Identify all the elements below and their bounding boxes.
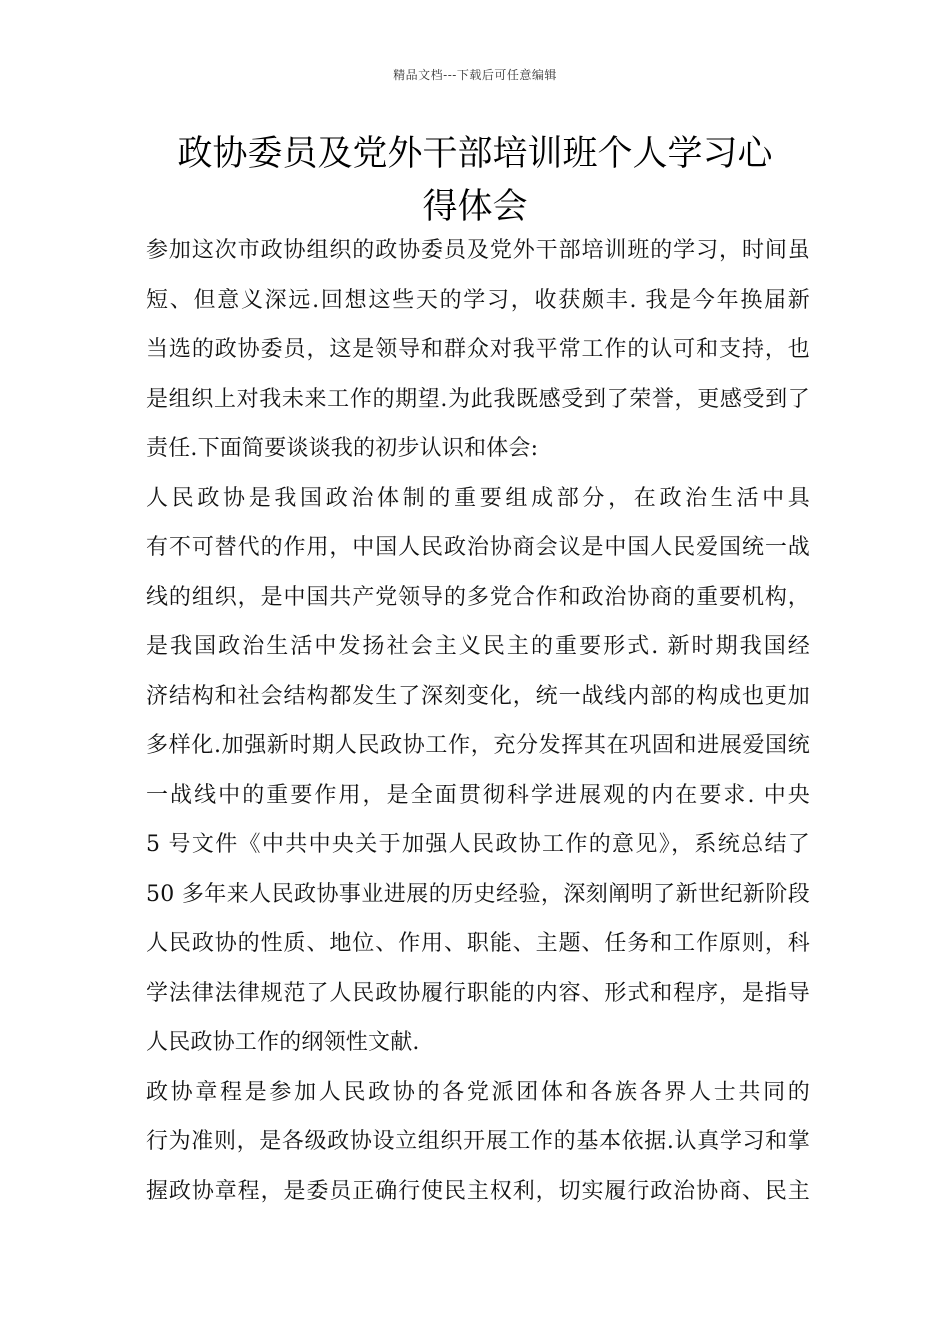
body-line: 一战线中的重要作用，是全面贯彻科学进展观的内在要求. 中央 <box>146 782 810 808</box>
body-line: 人民政协的性质、地位、作用、职能、主题、任务和工作原则，科 <box>146 931 810 956</box>
body-line: 人民政协是我国政治体制的重要组成部分，在政治生活中具 <box>146 485 810 511</box>
body-line: 行为准则，是各级政协设立组织开展工作的基本依据.认真学习和掌 <box>146 1129 810 1154</box>
body-line: 责任.下面简要谈谈我的初步认识和体会: <box>146 436 539 461</box>
body-line: 有不可替代的作用，中国人民政治协商会议是中国人民爱国统一战 <box>146 535 810 560</box>
body-line: 当选的政协委员，这是领导和群众对我平常工作的认可和支持，也 <box>146 337 810 362</box>
title-line-2: 得体会 <box>422 187 528 227</box>
body-line: 握政协章程，是委员正确行使民主权利，切实履行政治协商、民主 <box>146 1178 810 1204</box>
body-line: 政协章程是参加人民政协的各党派团体和各族各界人士共同的 <box>146 1079 810 1105</box>
document-body <box>146 226 810 1216</box>
page-header: 精品文档---下载后可任意编辑 <box>393 68 557 82</box>
body-line: 学法律法律规范了人民政协履行职能的内容、形式和程序，是指导 <box>146 980 810 1006</box>
body-line: 参加这次市政协组织的政协委员及党外干部培训班的学习，时间虽 <box>146 238 810 263</box>
body-line: 5 号文件《中共中央关于加强人民政协工作的意见》，系统总结了 <box>146 832 810 857</box>
body-line: 济结构和社会结构都发生了深刻变化，统一战线内部的构成也更加 <box>146 683 810 709</box>
body-line: 多样化.加强新时期人民政协工作，充分发挥其在巩固和进展爱国统 <box>146 733 810 758</box>
body-line: 是我国政治生活中发扬社会主义民主的重要形式. 新时期我国经 <box>146 634 810 659</box>
body-line: 人民政协工作的纲领性文献. <box>146 1030 420 1055</box>
body-line: 50 多年来人民政协事业进展的历史经验，深刻阐明了新世纪新阶段 <box>146 881 810 907</box>
body-line: 线的组织，是中国共产党领导的多党合作和政治协商的重要机构， <box>146 584 810 610</box>
title-line-1: 政协委员及党外干部培训班个人学习心 <box>177 134 773 174</box>
body-line: 是组织上对我未来工作的期望.为此我既感受到了荣誉，更感受到了 <box>146 386 810 412</box>
body-line: 短、但意义深远.回想这些天的学习，收获颇丰. 我是今年换届新 <box>146 287 810 313</box>
document-title <box>140 128 810 234</box>
